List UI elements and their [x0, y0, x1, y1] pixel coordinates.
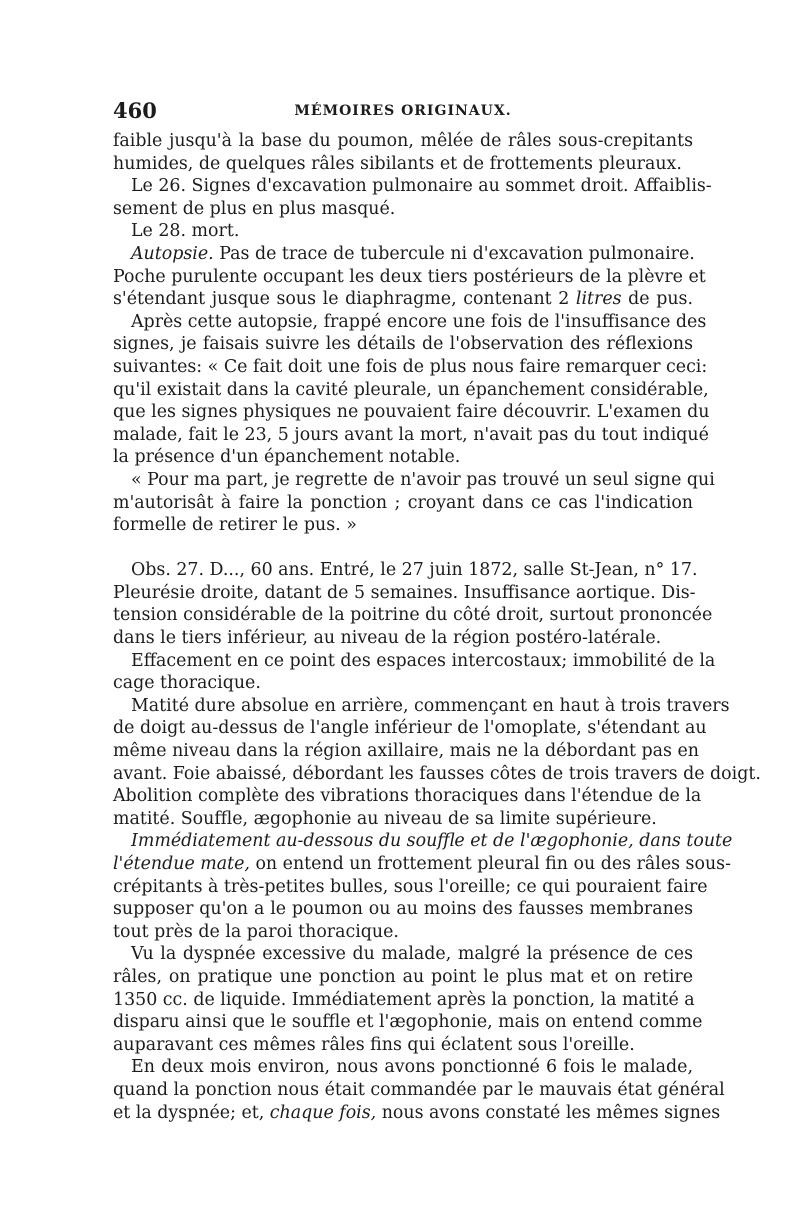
text-line: Après cette autopsie, frappé encore une fois de l'insuffisance des — [131, 311, 707, 332]
text-line: disparu ainsi que le souffle et l'ægophonie, mais on entend comme — [113, 1012, 703, 1033]
text-line: et la dyspnée; et, chaque fois, nous avons constaté les mêmes signes — [113, 1102, 721, 1123]
text-line: râles, on pratique une ponction au point le plus mat et on retire — [113, 966, 693, 987]
running-head: MÉMOIRES ORIGINAUX. — [294, 103, 512, 119]
text-line: 1350 cc. de liquide. Immédiatement après la ponction, la matité a — [113, 989, 695, 1010]
text-line: tension considérable de la poitrine du côté droit, surtout prononcée — [113, 605, 713, 626]
text-line: sement de plus en plus masqué. — [113, 198, 396, 219]
text-line: Pleurésie droite, datant de 5 semaines. Insuffisance aortique. Dis- — [113, 582, 696, 603]
text-line: Vu la dyspnée excessive du malade, malgré la présence de ces — [131, 944, 693, 965]
page-number: 460 — [113, 98, 157, 123]
text-line: faible jusqu'à la base du poumon, mêlée de râles sous-crepitants — [113, 131, 693, 151]
paragraph-gap — [113, 537, 693, 560]
text-line: matité. Souffle, ægophonie au niveau de sa limite supérieure. — [113, 808, 657, 829]
text-line: que les signes physiques ne pouvaient faire découvrir. L'examen du — [113, 402, 710, 423]
text-line: Effacement en ce point des espaces intercostaux; immobilité de la — [131, 650, 716, 671]
text-line: Autopsie. Pas de trace de tubercule ni d'excavation pulmonaire. — [131, 243, 695, 264]
text-line: de doigt au-dessus de l'angle inférieur de l'omoplate, s'étendant au — [113, 718, 707, 739]
body-text — [113, 130, 761, 1124]
text-line: auparavant ces mêmes râles fins qui éclatent sous l'oreille. — [113, 1034, 635, 1055]
text-line: qu'il existait dans la cavité pleurale, un épanchement considérable, — [113, 379, 709, 400]
page-header — [113, 98, 693, 128]
text-line: crépitants à très-petites bulles, sous l'oreille; ce qui pouraient faire — [113, 876, 708, 897]
text-line: malade, fait le 23, 5 jours avant la mort, n'avait pas du tout indiqué — [113, 424, 709, 445]
text-line: avant. Foie abaissé, débordant les fausses côtes de trois travers de doigt. — [113, 763, 761, 784]
text-line: Immédiatement au-dessous du souffle et de l'ægophonie, dans toute — [131, 831, 733, 852]
observation-heading-line: Obs. 27. D..., 60 ans. Entré, le 27 juin 1872, salle St-Jean, n° 17. — [131, 560, 698, 581]
text-line: dans le tiers inférieur, au niveau de la région postéro-latérale. — [113, 628, 662, 649]
text-line: « Pour ma part, je regrette de n'avoir pas trouvé un seul signe qui — [131, 469, 715, 490]
text-line: s'étendant jusque sous le diaphragme, contenant 2 litres de pus. — [113, 289, 693, 310]
text-line: En deux mois environ, nous avons ponctionné 6 fois le malade, — [131, 1057, 693, 1078]
text-line: Matité dure absolue en arrière, commençant en haut à trois travers — [131, 695, 730, 716]
text-line: l'étendue mate, on entend un frottement pleural fin ou des râles sous- — [113, 854, 731, 874]
text-line: formelle de retirer le pus. » — [113, 515, 357, 536]
text-line: Abolition complète des vibrations thoraciques dans l'étendue de la — [113, 786, 702, 807]
autopsy-heading: Autopsie. — [131, 243, 214, 264]
text-line: la présence d'un épanchement notable. — [113, 447, 461, 468]
text-line: même niveau dans la région axillaire, mais ne la débordant pas en — [113, 741, 699, 762]
text-line: quand la ponction nous était commandée par le mauvais état général — [113, 1079, 725, 1100]
text-line: tout près de la paroi thoracique. — [113, 921, 399, 942]
text-line: Le 26. Signes d'excavation pulmonaire au sommet droit. Affaiblis- — [131, 176, 712, 197]
text-line: Poche purulente occupant les deux tiers postérieurs de la plèvre et — [113, 266, 706, 287]
text-line: m'autorisât à faire la ponction ; croyant dans ce cas l'indication — [113, 492, 693, 513]
text-line: signes, je faisais suivre les détails de l'observation des réflexions — [113, 334, 693, 355]
text-line: Le 28. mort. — [131, 221, 240, 242]
text-line: suivantes: « Ce fait doit une fois de plus nous faire remarquer ceci: — [113, 356, 708, 377]
text-line: cage thoracique. — [113, 673, 261, 694]
text-line: supposer qu'on a le poumon ou au moins des fausses membranes — [113, 899, 693, 920]
text-line: humides, de quelques râles sibilants et de frottements pleuraux. — [113, 153, 682, 174]
